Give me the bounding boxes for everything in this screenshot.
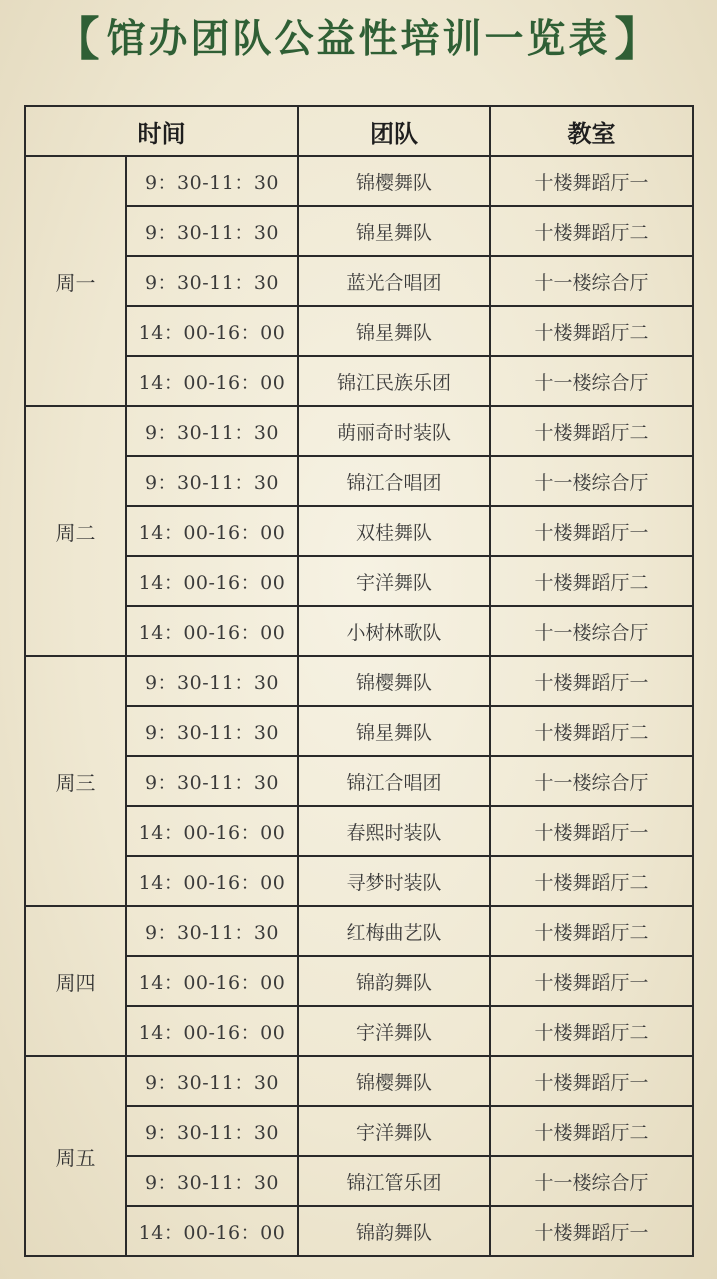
room-cell: 十楼舞蹈厅二 bbox=[490, 306, 693, 356]
team-cell: 宇洋舞队 bbox=[298, 556, 490, 606]
table-row bbox=[25, 1156, 693, 1206]
room-cell: 十楼舞蹈厅二 bbox=[490, 706, 693, 756]
table-row bbox=[25, 656, 693, 706]
table-row bbox=[25, 556, 693, 606]
time-cell: 9：30-11：30 bbox=[126, 706, 298, 756]
team-cell: 锦韵舞队 bbox=[298, 1206, 490, 1256]
table-row bbox=[25, 856, 693, 906]
table-row bbox=[25, 956, 693, 1006]
room-cell: 十一楼综合厅 bbox=[490, 456, 693, 506]
room-cell: 十一楼综合厅 bbox=[490, 1156, 693, 1206]
time-cell: 9：30-11：30 bbox=[126, 756, 298, 806]
room-cell: 十楼舞蹈厅二 bbox=[490, 1106, 693, 1156]
time-cell: 14：00-16：00 bbox=[126, 1206, 298, 1256]
room-cell: 十楼舞蹈厅一 bbox=[490, 806, 693, 856]
table-row bbox=[25, 806, 693, 856]
team-cell: 锦樱舞队 bbox=[298, 1056, 490, 1106]
team-cell: 锦江管乐团 bbox=[298, 1156, 490, 1206]
team-cell: 锦樱舞队 bbox=[298, 156, 490, 206]
time-cell: 14：00-16：00 bbox=[126, 606, 298, 656]
time-cell: 14：00-16：00 bbox=[126, 306, 298, 356]
time-cell: 9：30-11：30 bbox=[126, 656, 298, 706]
table-row bbox=[25, 506, 693, 556]
room-cell: 十楼舞蹈厅一 bbox=[490, 506, 693, 556]
team-cell: 锦韵舞队 bbox=[298, 956, 490, 1006]
day-cell: 周二 bbox=[25, 406, 126, 656]
room-cell: 十楼舞蹈厅二 bbox=[490, 906, 693, 956]
team-cell: 萌丽奇时装队 bbox=[298, 406, 490, 456]
room-cell: 十一楼综合厅 bbox=[490, 606, 693, 656]
time-cell: 14：00-16：00 bbox=[126, 506, 298, 556]
time-cell: 9：30-11：30 bbox=[126, 1056, 298, 1106]
team-cell: 蓝光合唱团 bbox=[298, 256, 490, 306]
table-row bbox=[25, 1056, 693, 1106]
time-cell: 9：30-11：30 bbox=[126, 206, 298, 256]
time-cell: 9：30-11：30 bbox=[126, 906, 298, 956]
team-cell: 春熙时装队 bbox=[298, 806, 490, 856]
time-cell: 9：30-11：30 bbox=[126, 1156, 298, 1206]
time-cell: 14：00-16：00 bbox=[126, 1006, 298, 1056]
table-row bbox=[25, 906, 693, 956]
time-cell: 9：30-11：30 bbox=[126, 406, 298, 456]
room-cell: 十楼舞蹈厅一 bbox=[490, 956, 693, 1006]
page-title bbox=[0, 0, 717, 72]
table-row bbox=[25, 706, 693, 756]
table-row bbox=[25, 756, 693, 806]
table-row bbox=[25, 1106, 693, 1156]
table-row bbox=[25, 406, 693, 456]
table-row bbox=[25, 356, 693, 406]
day-cell: 周三 bbox=[25, 656, 126, 906]
team-cell: 双桂舞队 bbox=[298, 506, 490, 556]
team-cell: 寻梦时装队 bbox=[298, 856, 490, 906]
room-cell: 十一楼综合厅 bbox=[490, 256, 693, 306]
header-team: 团队 bbox=[298, 106, 490, 156]
room-cell: 十楼舞蹈厅一 bbox=[490, 156, 693, 206]
room-cell: 十楼舞蹈厅二 bbox=[490, 406, 693, 456]
team-cell: 锦星舞队 bbox=[298, 206, 490, 256]
table-row bbox=[25, 1206, 693, 1256]
header-time: 时间 bbox=[25, 106, 298, 156]
time-cell: 14：00-16：00 bbox=[126, 806, 298, 856]
day-cell: 周五 bbox=[25, 1056, 126, 1256]
room-cell: 十一楼综合厅 bbox=[490, 756, 693, 806]
table-row bbox=[25, 206, 693, 256]
header-row bbox=[25, 106, 693, 156]
room-cell: 十楼舞蹈厅二 bbox=[490, 856, 693, 906]
team-cell: 锦江合唱团 bbox=[298, 456, 490, 506]
day-cell: 周一 bbox=[25, 156, 126, 406]
title-right-bracket: 】 bbox=[614, 12, 664, 66]
team-cell: 宇洋舞队 bbox=[298, 1006, 490, 1056]
team-cell: 小树林歌队 bbox=[298, 606, 490, 656]
time-cell: 14：00-16：00 bbox=[126, 856, 298, 906]
table-row bbox=[25, 306, 693, 356]
team-cell: 锦星舞队 bbox=[298, 706, 490, 756]
table-row bbox=[25, 606, 693, 656]
team-cell: 锦星舞队 bbox=[298, 306, 490, 356]
time-cell: 9：30-11：30 bbox=[126, 1106, 298, 1156]
title-text: 馆办团队公益性培训一览表 bbox=[106, 17, 611, 62]
team-cell: 锦江民族乐团 bbox=[298, 356, 490, 406]
room-cell: 十楼舞蹈厅二 bbox=[490, 206, 693, 256]
header-room: 教室 bbox=[490, 106, 693, 156]
team-cell: 红梅曲艺队 bbox=[298, 906, 490, 956]
schedule-body bbox=[25, 156, 693, 1256]
table-row bbox=[25, 256, 693, 306]
team-cell: 锦江合唱团 bbox=[298, 756, 490, 806]
time-cell: 9：30-11：30 bbox=[126, 256, 298, 306]
day-cell: 周四 bbox=[25, 906, 126, 1056]
title-left-bracket: 【 bbox=[53, 12, 103, 66]
room-cell: 十楼舞蹈厅二 bbox=[490, 556, 693, 606]
room-cell: 十楼舞蹈厅一 bbox=[490, 656, 693, 706]
time-cell: 9：30-11：30 bbox=[126, 156, 298, 206]
table-row bbox=[25, 456, 693, 506]
room-cell: 十楼舞蹈厅一 bbox=[490, 1206, 693, 1256]
time-cell: 9：30-11：30 bbox=[126, 456, 298, 506]
schedule-table bbox=[24, 105, 694, 1257]
table-row bbox=[25, 1006, 693, 1056]
room-cell: 十楼舞蹈厅二 bbox=[490, 1006, 693, 1056]
time-cell: 14：00-16：00 bbox=[126, 356, 298, 406]
team-cell: 宇洋舞队 bbox=[298, 1106, 490, 1156]
time-cell: 14：00-16：00 bbox=[126, 556, 298, 606]
room-cell: 十一楼综合厅 bbox=[490, 356, 693, 406]
table-row bbox=[25, 156, 693, 206]
room-cell: 十楼舞蹈厅一 bbox=[490, 1056, 693, 1106]
time-cell: 14：00-16：00 bbox=[126, 956, 298, 1006]
team-cell: 锦樱舞队 bbox=[298, 656, 490, 706]
